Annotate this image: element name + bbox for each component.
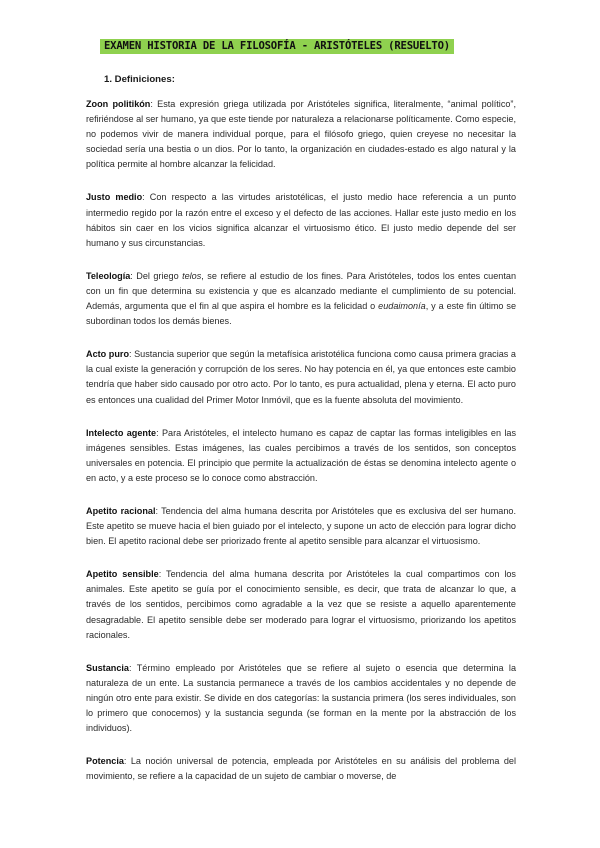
definition-sustancia — [86, 661, 516, 736]
definition-term: Sustancia — [86, 662, 129, 673]
definition-term: Zoon politikón — [86, 99, 151, 109]
definition-text: : Del griego — [130, 270, 183, 281]
definition-text: : Con respecto a las virtudes aristotélicas, el justo medio hace referencia a un punto intermedio regido por la razón entre el exceso y el defecto de las acciones. Hallar este justo medio en los hábitos sin caer en los vicios significa alcanzar el virtuosismo ético. El justo medio depende del ser humano y sus circunstancias. — [86, 192, 517, 248]
definition-term: Justo medio — [86, 192, 143, 203]
definition-italic-word: eudaimonía — [378, 301, 426, 312]
definition-term: Intelecto agente — [86, 427, 157, 438]
definition-text: : Término empleado por Aristóteles que se refiere al sujeto o esencia que determina la naturaleza de un ente. La sustancia permanece a través de los cambios accidentales y no depende de ningún otro ente para existir. Se divide en dos categorías: la sustancia primera (los seres individuales, son lo primero que conocemos) y la sustancia segunda (se forman en la mente por la abstracción de los individuos). — [86, 662, 516, 734]
definition-term: Apetito racional — [86, 505, 156, 516]
definition-term: Acto puro — [86, 349, 129, 360]
definition-text: : Sustancia superior que según la metafísica aristotélica funciona como causa primera gracias a la cual existe la generación y corrupción de los seres. No hay potencia en él, ya que entonces este cambio tendría que haber sido causado por otro acto. Por lo tanto, es pura actualidad, plena y eterna. El acto puro es entonces una cualidad del Primer Motor Inmóvil, que es la fuente absoluta del movimiento. — [86, 349, 516, 405]
definitions-list — [86, 97, 516, 802]
definition-text: , y a este fin último se subordinan todos los demás bienes. — [86, 301, 516, 327]
definition-apetito-racional — [86, 504, 516, 549]
definition-potencia — [86, 754, 516, 784]
document-title: EXAMEN HISTORIA DE LA FILOSOFÍA - ARISTÓTELES (RESUELTO) — [100, 39, 454, 54]
definition-teleologia — [86, 269, 516, 329]
title-wrapper — [100, 36, 454, 54]
definition-text: : Tendencia del alma humana descrita por Aristóteles la cual compartimos con los animales. Este apetito se guía por el conocimiento sensible, es decir, que trata de alcanzar lo que, a través de los sentidos, percibimos como agradable a la vez que se resiste a aquello aparentemente desagradable. El apetito sensible debe ser moderado para lograr el virtuosismo, priorizando los apetitos racionales. — [86, 569, 516, 640]
definition-italic-word: telos — [182, 270, 202, 281]
definition-term: Apetito sensible — [86, 569, 159, 580]
definition-justo-medio — [86, 190, 516, 250]
definition-term: Teleología — [86, 270, 131, 281]
definition-text: : Esta expresión griega utilizada por Aristóteles significa, literalmente, “animal político”, refiriéndose al ser humano, ya que este tiende por naturaleza a relacionarse políticamente. Como especie, no podemos vivir de manera individual porque, para el filósofo griego, quien creyese no necesitar la sociedad sería una bestia o un dios. Por lo tanto, la organización en ciudades-estado es algo natural y la política permite al hombre alcanzar la felicidad. — [86, 99, 516, 170]
section-heading: 1. Definiciones: — [104, 74, 175, 85]
definition-term: Potencia — [86, 756, 124, 767]
definition-text: : Para Aristóteles, el intelecto humano es capaz de captar las formas inteligibles en las imágenes sensibles. Estas imágenes, las cuales percibimos a través de los sentidos, son conceptos universales en potencia. El principio que permite la actualización de éstas se denomina intelecto agente o en acto, y a este proceso se lo conoce como abstracción. — [86, 427, 516, 483]
definition-text: : Tendencia del alma humana descrita por Aristóteles que es exclusiva del ser humano. Este apetito se mueve hacia el bien guiado por el intelecto, y supone un acto de elección para lograr dicho bien. El apetito racional debe ser priorizado frente al apetito sensible para alcanzar el virtuosismo. — [86, 505, 516, 547]
definition-acto-puro — [86, 347, 516, 407]
definition-zoon-politikon — [86, 97, 516, 172]
definition-apetito-sensible — [86, 567, 516, 642]
definition-intelecto-agente — [86, 426, 516, 486]
definition-text: : La noción universal de potencia, empleada por Aristóteles en su análisis del problema del movimiento, se refiere a la capacidad de un sujeto de cambiar o moverse, de — [86, 756, 516, 782]
definition-text: , se refiere al estudio de los fines. Para Aristóteles, todos los entes cuentan con un fin que determina su existencia y que es alcanzado mediante el cumplimiento de su potencial. Además, argumenta que el fin al que aspira el hombre es la felicidad o — [86, 270, 516, 312]
